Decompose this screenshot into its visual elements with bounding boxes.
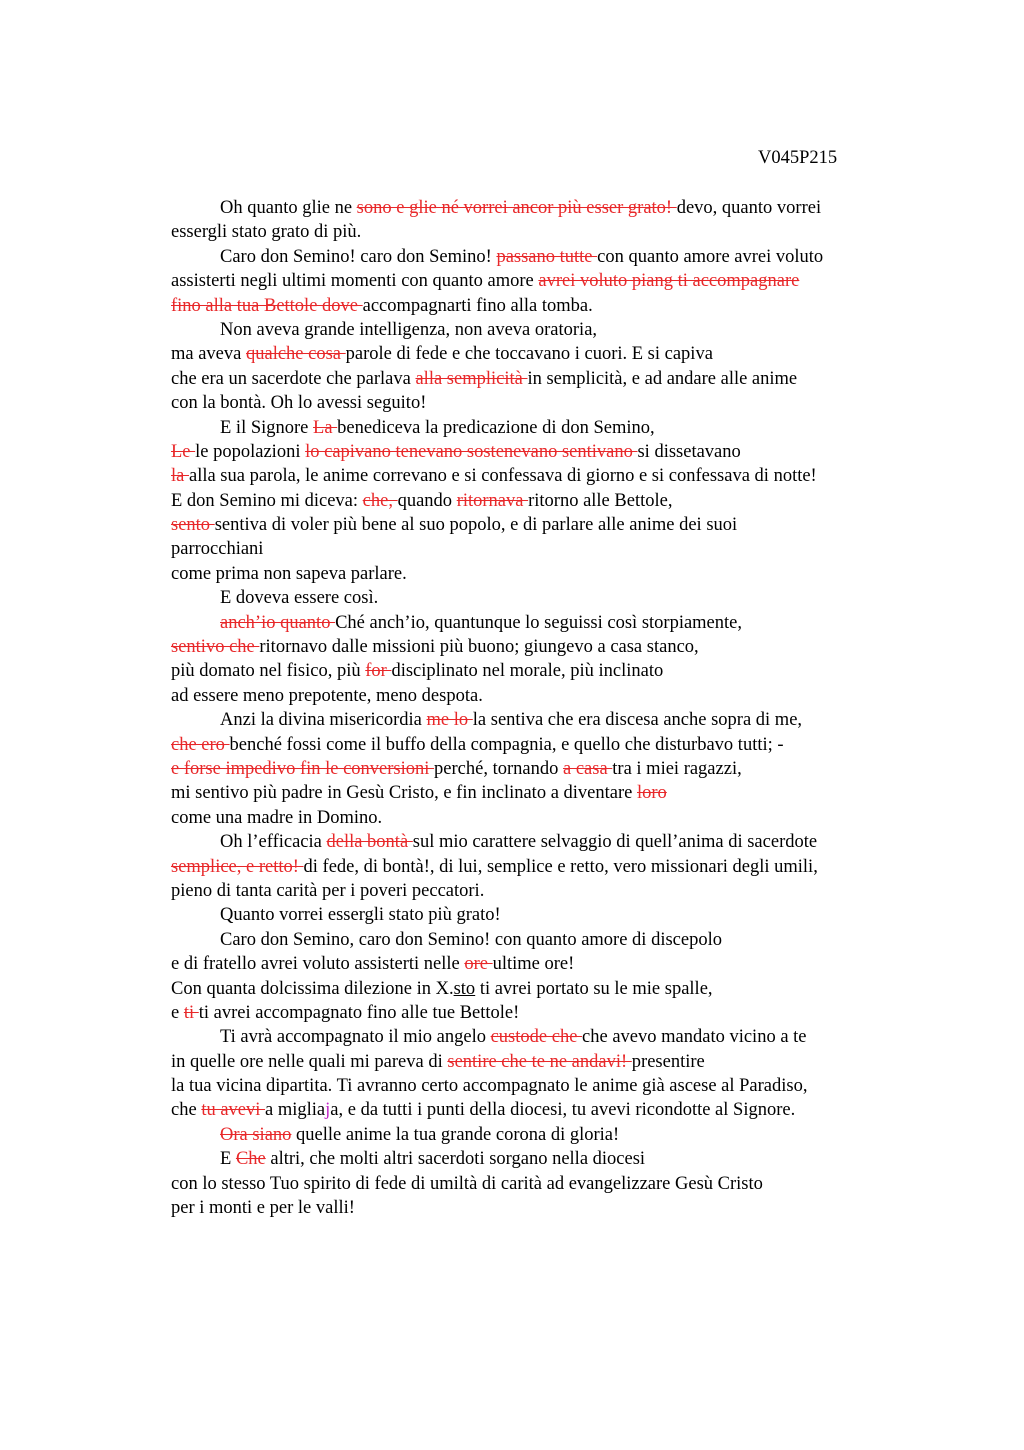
- text-line: [171, 440, 901, 464]
- text-segment: con lo stesso Tuo spirito di fede di umiltà di carità ad evangelizzare Gesù Cristo: [171, 1173, 763, 1194]
- deleted-text: avrei voluto piang ti accompagnare: [538, 271, 800, 292]
- text-line: [171, 1050, 901, 1074]
- text-segment: tra i miei ragazzi,: [612, 758, 742, 779]
- text-line: [171, 1098, 901, 1122]
- deleted-text: che ero: [171, 734, 230, 755]
- text-segment: Caro don Semino, caro don Semino! con quanto amore di discepolo: [220, 929, 722, 950]
- text-line: [171, 318, 901, 342]
- deleted-text: for: [365, 661, 392, 682]
- text-line: [171, 806, 901, 830]
- deleted-text: che,: [362, 490, 398, 511]
- text-segment: E: [220, 1149, 236, 1170]
- text-segment: parrocchiani: [171, 539, 264, 560]
- text-line: [171, 1196, 901, 1220]
- text-line: [171, 879, 901, 903]
- text-line: [171, 1074, 901, 1098]
- text-segment: accompagnarti fino alla tomba.: [362, 295, 593, 316]
- text-segment: a miglia: [265, 1100, 326, 1121]
- text-segment: E il Signore: [220, 417, 314, 438]
- deleted-text: ti: [183, 1002, 199, 1023]
- text-segment: ma aveva: [171, 344, 246, 365]
- text-segment: altri, che molti altri sacerdoti sorgano nella diocesi: [265, 1149, 646, 1170]
- text-segment: si dissetavano: [637, 441, 741, 462]
- text-line: [171, 733, 901, 757]
- text-line: [171, 757, 901, 781]
- text-segment: ti avrei accompagnato fino alle tue Bettole!: [198, 1002, 520, 1023]
- text-line: [171, 416, 901, 440]
- deleted-text: semplice, e retto!: [171, 856, 304, 877]
- text-line: [171, 513, 901, 537]
- deleted-text: anch’io quanto: [220, 612, 336, 633]
- text-segment: per i monti e per le valli!: [171, 1198, 355, 1219]
- text-line: [171, 220, 901, 244]
- text-segment: devo, quanto vorrei: [676, 198, 822, 218]
- text-segment: ad essere meno prepotente, meno despota.: [171, 685, 483, 706]
- text-line: [171, 562, 901, 586]
- text-line: [171, 391, 901, 415]
- text-line: [171, 1001, 901, 1025]
- text-segment: ti avrei portato su le mie spalle,: [475, 978, 713, 999]
- text-segment: benché fossi come il buffo della compagnia, e quello che disturbavo tutti; -: [229, 734, 784, 755]
- text-line: [171, 684, 901, 708]
- text-line: [171, 1123, 901, 1147]
- text-segment: quando: [397, 490, 457, 511]
- text-segment: sentiva di voler più bene al suo popolo, e di parlare alle anime dei suoi: [214, 515, 738, 536]
- text-segment: che: [171, 1100, 202, 1121]
- text-line: [171, 952, 901, 976]
- text-segment: come una madre in Domino.: [171, 807, 383, 828]
- text-segment: alla sua parola, le anime correvano e si confessava di giorno e si confessava di notte!: [188, 466, 817, 487]
- text-segment: benediceva la predicazione di don Semino,: [337, 417, 655, 438]
- text-line: [171, 196, 901, 220]
- deleted-text: fino alla tua Bettole dove: [171, 295, 363, 316]
- page-id: V045P215: [758, 148, 838, 168]
- text-segment: ritornavo dalle missioni più buono; giungevo a casa stanco,: [259, 637, 699, 658]
- text-segment: mi sentivo più padre in Gesù Cristo, e fin inclinato a diventare: [171, 783, 637, 804]
- text-segment: E doveva essere così.: [220, 588, 379, 609]
- text-line: [171, 269, 901, 293]
- deleted-text: la: [171, 466, 189, 487]
- text-line: [171, 1147, 901, 1171]
- text-segment: assisterti negli ultimi momenti con quanto amore: [171, 271, 539, 292]
- text-segment: Ché anch’io, quantunque lo seguissi così storpiamente,: [335, 612, 742, 633]
- deleted-text: ore: [464, 954, 493, 975]
- text-line: [171, 781, 901, 805]
- text-segment: Non aveva grande intelligenza, non aveva oratoria,: [220, 319, 598, 340]
- text-segment: parole di fede e che toccavano i cuori. E si capiva: [345, 344, 713, 365]
- text-line: [171, 635, 901, 659]
- deleted-text: sentire che te ne andavi!: [447, 1051, 632, 1072]
- text-segment: ultime ore!: [492, 954, 575, 975]
- text-segment: Con quanta dolcissima dilezione in X.: [171, 978, 454, 999]
- text-segment: disciplinato nel morale, più inclinato: [391, 661, 664, 682]
- deleted-text: loro: [637, 783, 667, 804]
- text-line: [171, 489, 901, 513]
- text-segment: a, e da tutti i punti della diocesi, tu avevi ricondotte al Signore.: [330, 1100, 796, 1121]
- text-line: [171, 367, 901, 391]
- deleted-text: ritornava: [456, 490, 529, 511]
- text-segment: Quanto vorrei essergli stato più grato!: [220, 905, 501, 926]
- text-segment: di fede, di bontà!, di lui, semplice e retto, vero missionari degli umili,: [303, 856, 818, 877]
- deleted-text: sono e glie né vorrei ancor più esser grato!: [356, 198, 677, 218]
- text-segment: presentire: [631, 1051, 705, 1072]
- text-line: [171, 537, 901, 561]
- deleted-text: sento: [171, 515, 215, 536]
- text-segment: che era un sacerdote che parlava: [171, 368, 416, 389]
- deleted-text: custode che: [490, 1027, 583, 1048]
- text-line: [171, 830, 901, 854]
- text-line: [171, 903, 901, 927]
- text-segment: più domato nel fisico, più: [171, 661, 366, 682]
- text-segment: che avevo mandato vicino a te: [582, 1027, 807, 1048]
- text-segment: con la bontà. Oh lo avessi seguito!: [171, 393, 427, 414]
- text-line: [171, 708, 901, 732]
- deleted-text: a casa: [562, 758, 613, 779]
- text-segment: le popolazioni: [195, 441, 306, 462]
- transcription-body: [171, 196, 901, 1220]
- text-segment: e: [171, 1002, 184, 1023]
- text-segment: ritorno alle Bettole,: [528, 490, 673, 511]
- text-segment: Caro don Semino! caro don Semino!: [220, 246, 497, 267]
- text-segment: e di fratello avrei voluto assisterti nelle: [171, 954, 465, 975]
- underlined-text: sto: [453, 978, 476, 999]
- text-line: [171, 294, 901, 318]
- deleted-text: qualche cosa: [246, 344, 346, 365]
- text-segment: pieno di tanta carità per i poveri peccatori.: [171, 880, 485, 901]
- text-line: [171, 928, 901, 952]
- text-segment: essergli stato grato di più.: [171, 222, 362, 243]
- text-segment: perché, tornando: [434, 758, 563, 779]
- text-segment: sul mio carattere selvaggio di quell’anima di sacerdote: [412, 832, 818, 853]
- inserted-char: j: [325, 1100, 331, 1121]
- text-segment: in semplicità, e ad andare alle anime: [527, 368, 798, 389]
- text-segment: con quanto amore avrei voluto: [597, 246, 824, 267]
- deleted-text: Le: [171, 441, 196, 462]
- deleted-text: me lo: [426, 710, 473, 731]
- deleted-text: tu avevi: [201, 1100, 266, 1121]
- text-segment: Ti avrà accompagnato il mio angelo: [220, 1027, 491, 1048]
- text-line: [171, 342, 901, 366]
- text-segment: in quelle ore nelle quali mi pareva di: [171, 1051, 448, 1072]
- text-segment: Oh quanto glie ne: [220, 198, 357, 218]
- deleted-text: passano tutte: [496, 246, 598, 267]
- text-segment: la tua vicina dipartita. Ti avranno certo accompagnato le anime già ascese al Paradiso,: [171, 1076, 808, 1097]
- deleted-text: Ora siano: [220, 1124, 292, 1145]
- text-line: [171, 464, 901, 488]
- text-segment: Oh l’efficacia: [220, 832, 327, 853]
- deleted-text: alla semplicità: [415, 368, 528, 389]
- deleted-text: Che: [235, 1149, 266, 1170]
- deleted-text: La: [313, 417, 338, 438]
- deleted-text: e forse impedivo fin le conversioni: [171, 758, 435, 779]
- text-line: [171, 855, 901, 879]
- deleted-text: lo capivano tenevano sostenevano sentivano: [305, 441, 638, 462]
- text-line: [171, 1025, 901, 1049]
- text-line: [171, 659, 901, 683]
- text-segment: Anzi la divina misericordia: [220, 710, 427, 731]
- deleted-text: della bontà: [326, 832, 413, 853]
- text-line: [171, 245, 901, 269]
- text-line: [171, 611, 901, 635]
- deleted-text: sentivo che: [171, 637, 260, 658]
- text-segment: quelle anime la tua grande corona di gloria!: [291, 1124, 620, 1145]
- text-segment: la sentiva che era discesa anche sopra di me,: [472, 710, 803, 731]
- text-segment: come prima non sapeva parlare.: [171, 563, 407, 584]
- text-segment: E don Semino mi diceva:: [171, 490, 363, 511]
- text-line: [171, 977, 901, 1001]
- text-line: [171, 586, 901, 610]
- text-line: [171, 1172, 901, 1196]
